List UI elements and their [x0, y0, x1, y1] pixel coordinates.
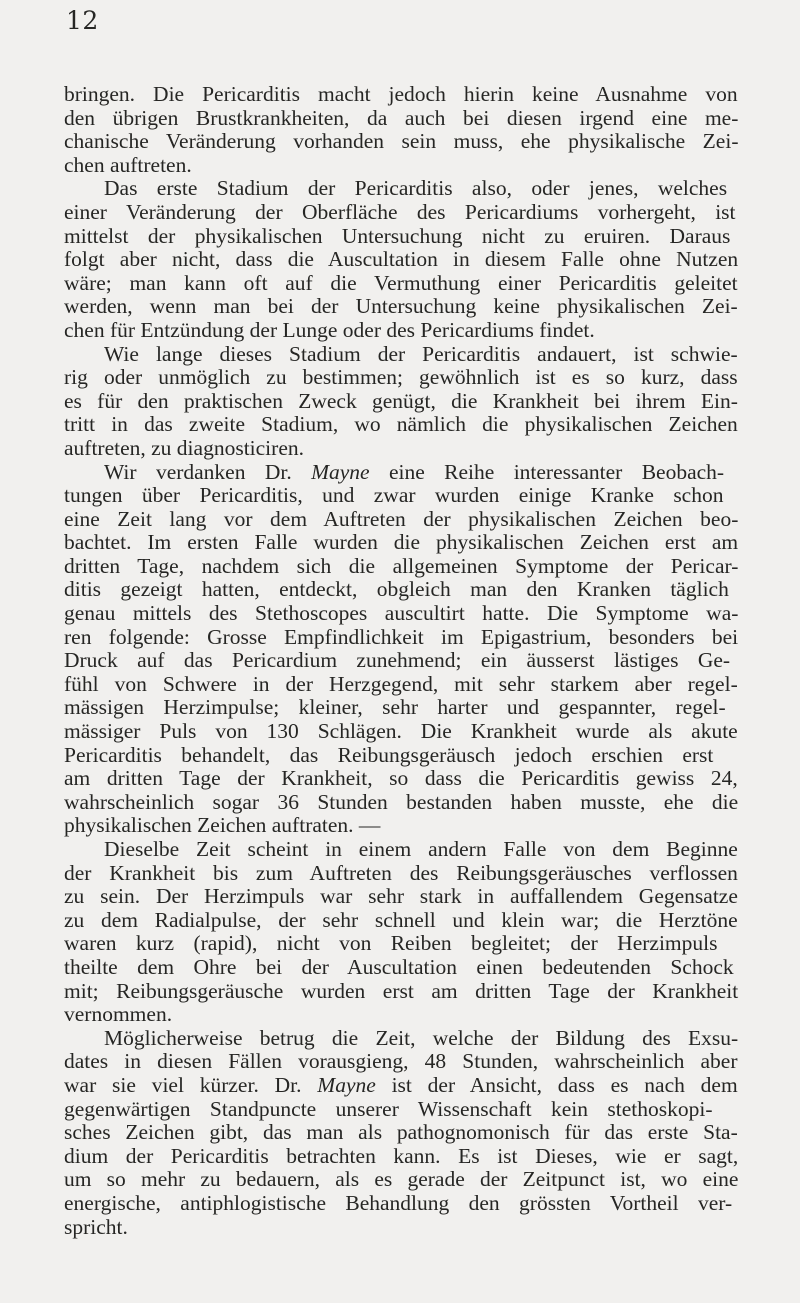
- text-line: tungen über Pericarditis, und zwar wurden einige Kranke schon: [64, 483, 724, 508]
- text-line: rig oder unmöglich zu bestimmen; gewöhnlich ist es so kurz, dass: [64, 365, 738, 390]
- text-line: spricht.: [64, 1214, 128, 1239]
- text-line: zu sein. Der Herzimpuls war sehr stark in auffallendem Gegensatze: [64, 884, 738, 909]
- text-line: chanische Veränderung vorhanden sein muss, ehe physikalische Zei-: [64, 129, 739, 154]
- text-line: theilte dem Ohre bei der Auscultation einen bedeutenden Schock: [64, 954, 734, 979]
- text-line: werden, wenn man bei der Untersuchung keine physikalischen Zei-: [64, 294, 738, 319]
- italic-name: Mayne: [311, 459, 370, 484]
- text-line: dritten Tage, nachdem sich die allgemeinen Symptome der Pericar-: [64, 553, 739, 578]
- text-line: am dritten Tage der Krankheit, so dass die Pericarditis gewiss 24,: [64, 766, 738, 791]
- text-line: Dieselbe Zeit scheint in einem andern Falle von dem Beginne: [104, 837, 738, 861]
- text-line: Druck auf das Pericardium zunehmend; ein äusserst lästiges Ge-: [64, 648, 731, 673]
- text-line: auftreten, zu diagnosticiren.: [64, 435, 304, 460]
- text-line: chen für Entzündung der Lunge oder des Pericardiums findet.: [64, 317, 595, 342]
- text-segment: eine Reihe interessanter Beobach-: [369, 459, 725, 484]
- text-segment: war sie viel kürzer. Dr.: [64, 1072, 318, 1097]
- text-line: vernommen.: [64, 1002, 173, 1027]
- text-line: wahrscheinlich sogar 36 Stunden bestanden haben musste, ehe die: [64, 789, 739, 814]
- text-line: mit; Reibungsgeräusche wurden erst am dritten Tage der Krankheit: [64, 978, 739, 1003]
- text-line: Wie lange dieses Stadium der Pericarditis andauert, ist schwie-: [104, 341, 738, 366]
- italic-name: Mayne: [317, 1072, 376, 1097]
- text-line: Pericarditis behandelt, das Reibungsgeräusch jedoch erschien erst: [64, 742, 714, 767]
- text-line: ren folgende: Grosse Empfindlichkeit im Epigastrium, besonders bei: [64, 624, 739, 649]
- text-line: waren kurz (rapid), nicht von Reiben begleitet; der Herzimpuls: [64, 931, 718, 956]
- text-line: [64, 1074, 738, 1098]
- text-line: dium der Pericarditis betrachten kann. Es ist Dieses, wie er sagt,: [64, 1143, 739, 1168]
- text-line: folgt aber nicht, dass die Auscultation in diesem Falle ohne Nutzen: [64, 247, 739, 272]
- text-line: wäre; man kann oft auf die Vermuthung einer Pericarditis geleitet: [64, 270, 738, 295]
- text-line: bringen. Die Pericarditis macht jedoch hierin keine Ausnahme von: [64, 82, 738, 106]
- text-line: mittelst der physikalischen Untersuchung nicht zu eruiren. Daraus: [64, 223, 731, 248]
- text-line: eine Zeit lang vor dem Auftreten der physikalischen Zeichen beo-: [64, 506, 739, 531]
- text-line: zu dem Radialpulse, der sehr schnell und klein war; die Herztöne: [64, 907, 738, 932]
- text-line: genau mittels des Stethoscopes auscultirt hatte. Die Symptome wa-: [64, 601, 739, 626]
- body-text: [64, 83, 738, 1239]
- text-line: der Krankheit bis zum Auftreten des Reibungsgeräusches verflossen: [64, 860, 738, 885]
- text-line: es für den praktischen Zweck genügt, die Krankheit bei ihrem Ein-: [64, 388, 738, 413]
- text-segment: Wir verdanken Dr.: [104, 459, 312, 484]
- text-segment: ist der Ansicht, dass es nach dem: [375, 1072, 738, 1097]
- text-line: mässiger Puls von 130 Schlägen. Die Krankheit wurde als akute: [64, 719, 738, 744]
- text-line: sches Zeichen gibt, das man als pathognomonisch für das erste Sta-: [64, 1120, 738, 1145]
- text-line: chen auftreten.: [64, 152, 192, 177]
- text-line: gegenwärtigen Standpuncte unserer Wissenschaft kein stethoskopi-: [64, 1096, 713, 1121]
- text-line: bachtet. Im ersten Falle wurden die physikalischen Zeichen erst am: [64, 530, 739, 555]
- text-line: physikalischen Zeichen auftraten. —: [64, 813, 381, 838]
- text-line: energische, antiphlogistische Behandlung den grössten Vortheil ver-: [64, 1190, 733, 1215]
- text-line: Das erste Stadium der Pericarditis also, oder jenes, welches: [104, 176, 728, 201]
- text-line: um so mehr zu bedauern, als es gerade der Zeitpunct ist, wo eine: [64, 1167, 739, 1192]
- text-line: dates in diesen Fällen vorausgieng, 48 Stunden, wahrscheinlich aber: [64, 1049, 738, 1074]
- text-line: fühl von Schwere in der Herzgegend, mit sehr starkem aber regel-: [64, 671, 738, 696]
- text-line: tritt in das zweite Stadium, wo nämlich die physikalischen Zeichen: [64, 412, 738, 437]
- text-line: einer Veränderung der Oberfläche des Pericardiums vorhergeht, ist: [64, 199, 736, 224]
- text-line: ditis gezeigt hatten, entdeckt, obgleich man den Kranken täglich: [64, 577, 729, 602]
- text-line: Möglicherweise betrug die Zeit, welche der Bildung des Exsu-: [104, 1025, 739, 1050]
- text-line: mässigen Herzimpulse; kleiner, sehr harter und gespannter, regel-: [64, 695, 726, 720]
- page-number: 12: [66, 6, 99, 35]
- text-line: den übrigen Brustkrankheiten, da auch bei diesen irgend eine me-: [64, 105, 739, 130]
- text-line: [64, 461, 738, 485]
